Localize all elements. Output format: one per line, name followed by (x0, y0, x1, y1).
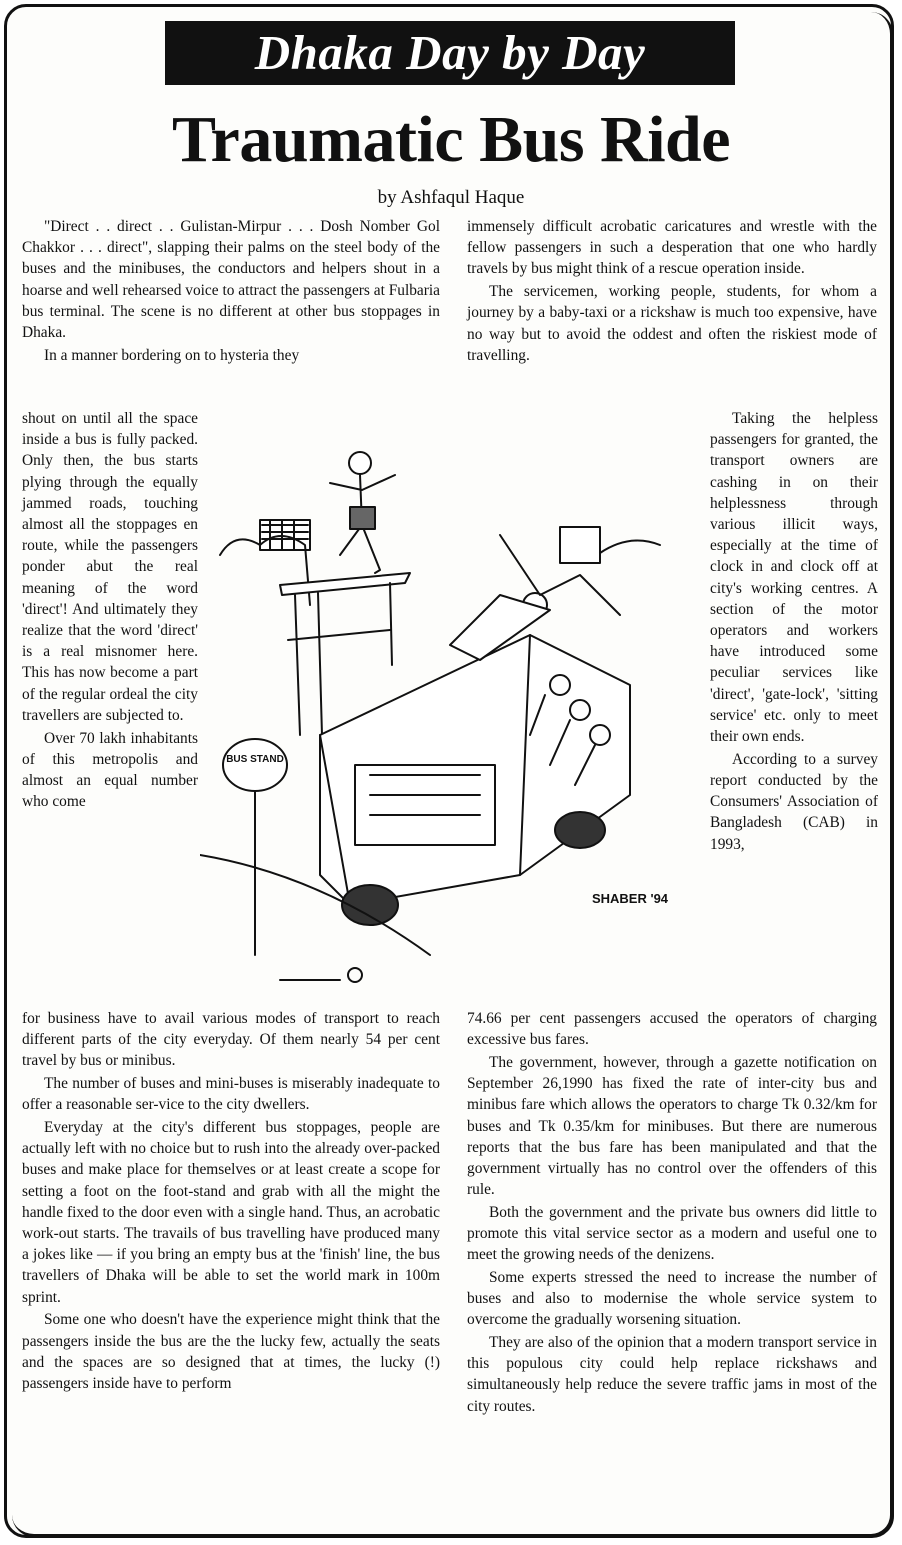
bus-stand-sign-text: BUS STAND (226, 754, 284, 765)
paragraph: The government, however, through a gazette notification on September 26,1990 has fixed the rate of inter-city bus and minibus fare which allows the operators to charge Tk 0.32/km for buses and Tk 0.35/km for minibuses. But there are numerous reports that the bus fare has been manipulated and that the government virtually has no control over the offenders of this rule. (467, 1053, 877, 1199)
paragraph: 74.66 per cent passengers accused the operators of charging excessive bus fares. (467, 1010, 877, 1049)
column-banner: Dhaka Day by Day (165, 21, 735, 85)
column-2-wrap (710, 408, 878, 856)
paragraph: According to a survey report conducted by the Consumers' Association of Bangladesh (CAB) in 1993, (710, 750, 878, 853)
column-1-bottom (22, 1008, 440, 1396)
column-2-top (467, 216, 877, 367)
paragraph: In a manner bordering on to hysteria they (44, 346, 300, 364)
paragraph: immensely difficult acrobatic caricatures and wrestle with the fellow passengers in such a desperation that one who hardly travels by bus might think of a rescue operation inside. (467, 218, 877, 278)
bus-cartoon-illustration (200, 435, 705, 1005)
paragraph: "Direct . . direct . . Gulistan-Mirpur . . . Dosh Nomber Gol Chakkor . . . direct", slapping their palms on the steel body of the buses and the minibuses, the conductors and helpers shout in a hoarse and well rehearsed voice to attract the passengers at Fulbaria bus terminal. The scene is no different at other bus stoppages in Dhaka. (22, 218, 440, 342)
column-1-top (22, 216, 440, 367)
paragraph: Over 70 lakh inhabitants of this metropolis and almost an equal number who come (22, 729, 198, 811)
paragraph: Some experts stressed the need to increase the number of buses and also to modernise the whole service system to overcome the gradually worsening situation. (467, 1268, 877, 1329)
paragraph: for business have to avail various modes of transport to reach different parts of the city everyday. Of them nearly 54 per cent travel by bus or minibus. (22, 1010, 440, 1070)
paragraph: Everyday at the city's different bus stoppages, people are actually left with no choice but to rush into the already over-packed buses and make place for themselves or at least create a scope for setting a foot on the foot-stand and grab with all the might the handle fixed to the door even with a single hand. Thus, an acrobatic work-out starts. The travails of bus travelling have produced many a jokes like — if you bring an empty bus at the 'finish' line, the bus travellers of Dhaka will be able to set the world mark in 100m sprint. (22, 1119, 440, 1306)
column-1-wrap (22, 408, 198, 814)
byline: by Ashfaqul Haque (377, 187, 525, 208)
paragraph: The number of buses and mini-buses is miserably inadequate to offer a reasonable ser-vice to the city dwellers. (22, 1075, 440, 1114)
paragraph: Some one who doesn't have the experience might think that the passengers inside the bus are the the lucky few, actually the seats and the spaces are so designed that at times, the lucky (!) passengers inside have to perform (22, 1311, 440, 1392)
cartoonist-signature: SHABER '94 (591, 891, 669, 906)
paragraph: shout on until all the space inside a bus is fully packed. Only then, the bus starts plying through the equally jammed roads, touching almost all the stoppages en route, while the passengers ponder abut the real meaning of the word 'direct'! And ultimately they realize that the word 'direct' is a real misnomer here. This has now become a part of the regular ordeal the city travellers are subjected to. (22, 410, 198, 724)
headline: Traumatic Bus Ride (171, 103, 731, 176)
paragraph: Both the government and the private bus owners did little to promote this vital service sector as a modern and useful one to meet the growing needs of the denizens. (467, 1203, 877, 1264)
paragraph: Taking the helpless passengers for granted, the transport owners are cashing in on their helplessness through various illicit ways, especially at the time of clock in and clock off at city's working centres. A section of the motor operators and workers have introduced some peculiar services like 'direct', 'gate-lock', 'sitting service' etc. only to meet their own ends. (710, 410, 878, 746)
column-2-bottom (467, 1008, 877, 1418)
paragraph: The servicemen, working people, students, for whom a journey by a baby-taxi or a rickshaw is much too expensive, have no way but to avoid the oddest and often the riskiest mode of travelling. (467, 283, 877, 364)
paragraph: They are also of the opinion that a modern transport service in this populous city could help replace rickshaws and simultaneously help reduce the severe traffic jams in most of the city routes. (467, 1334, 877, 1415)
